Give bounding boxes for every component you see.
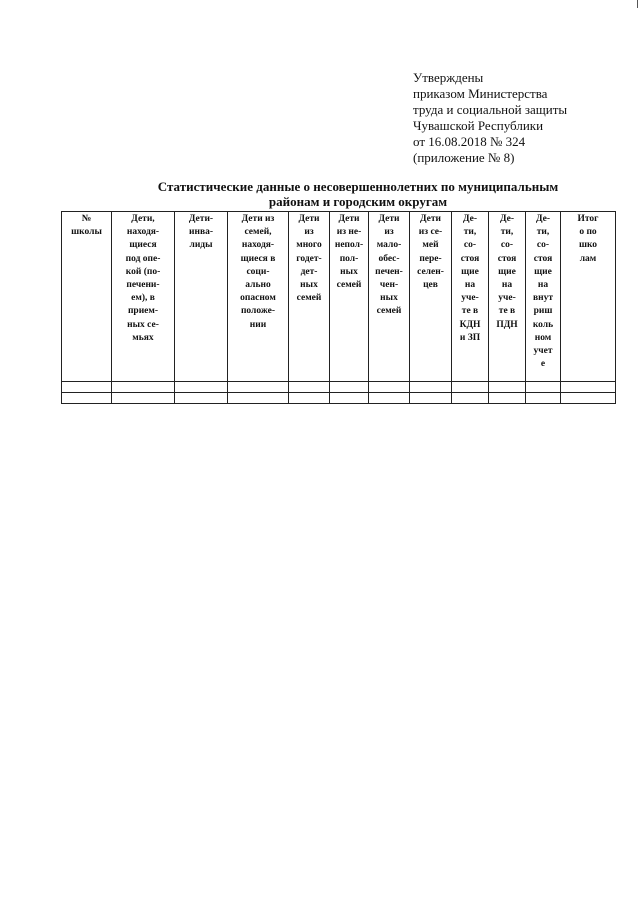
table-cell	[228, 382, 289, 393]
table-cell	[410, 382, 452, 393]
column-header	[330, 212, 369, 382]
column-header-label: Дети- инва- лиды	[188, 214, 214, 251]
approval-line: (приложение № 8)	[413, 150, 515, 165]
column-header-label: № школы	[71, 214, 102, 238]
table-cell	[62, 393, 112, 404]
column-header	[369, 212, 410, 382]
table-cell	[489, 382, 526, 393]
table-cell	[289, 382, 330, 393]
table-cell	[369, 382, 410, 393]
column-header	[112, 212, 175, 382]
table-cell	[410, 393, 452, 404]
approval-block	[413, 70, 567, 166]
column-header-label: Дети из семей, находя- щиеся в соци- ально опасном положе- нии	[240, 214, 276, 330]
table-cell	[175, 382, 228, 393]
column-header	[561, 212, 616, 382]
scan-mark	[637, 0, 638, 8]
column-header	[452, 212, 489, 382]
table-cell	[62, 382, 112, 393]
column-header	[489, 212, 526, 382]
approval-line: приказом Министерства	[413, 86, 548, 101]
column-header-label: Дети из не- непол- пол- ных семей	[334, 214, 364, 291]
table-cell	[289, 393, 330, 404]
table-cell	[228, 393, 289, 404]
approval-line: Чувашской Республики	[413, 118, 544, 133]
table-row	[62, 382, 616, 393]
approval-line: Утверждены	[413, 70, 484, 85]
table-cell	[452, 382, 489, 393]
column-header	[62, 212, 112, 382]
column-header	[175, 212, 228, 382]
column-header-label: Де- ти, со- стоя щие на уче- те в КДН и ЗП	[459, 214, 481, 343]
table-cell	[175, 393, 228, 404]
table-cell	[526, 382, 561, 393]
table-cell	[526, 393, 561, 404]
table-cell	[561, 382, 616, 393]
column-header-label: Дети, находя- щиеся под опе- кой (по- печени- ем), в прием- ных се- мьях	[125, 214, 161, 343]
header-row	[62, 212, 616, 382]
column-header-label: Де- ти, со- стоя щие на уче- те в ПДН	[496, 214, 518, 330]
title-line: Статистические данные о несовершеннолетних по муниципальным	[157, 179, 559, 194]
table-cell	[112, 393, 175, 404]
table-cell	[489, 393, 526, 404]
column-header-label: Итог о по шко лам	[577, 214, 599, 264]
column-header-label: Дети из се- мей пере- селен- цев	[417, 214, 444, 291]
table-cell	[369, 393, 410, 404]
table-cell	[112, 382, 175, 393]
title-line: районам и городским округам	[268, 194, 448, 209]
table-cell	[452, 393, 489, 404]
document-title	[100, 179, 616, 209]
column-header	[228, 212, 289, 382]
column-header-label: Де- ти, со- стоя щие на внут риш коль ном учет е	[532, 214, 554, 370]
column-header	[410, 212, 452, 382]
approval-line: труда и социальной защиты	[413, 102, 568, 117]
column-header-label: Дети из много годет- дет- ных семей	[296, 214, 322, 304]
column-header	[289, 212, 330, 382]
table-cell	[330, 393, 369, 404]
column-header-label: Дети из мало- обес- печен- чен- ных семей	[375, 214, 403, 317]
table-row	[62, 393, 616, 404]
statistics-table	[61, 211, 616, 404]
table-cell	[330, 382, 369, 393]
table-cell	[561, 393, 616, 404]
approval-line: от 16.08.2018 № 324	[413, 134, 526, 149]
column-header	[526, 212, 561, 382]
